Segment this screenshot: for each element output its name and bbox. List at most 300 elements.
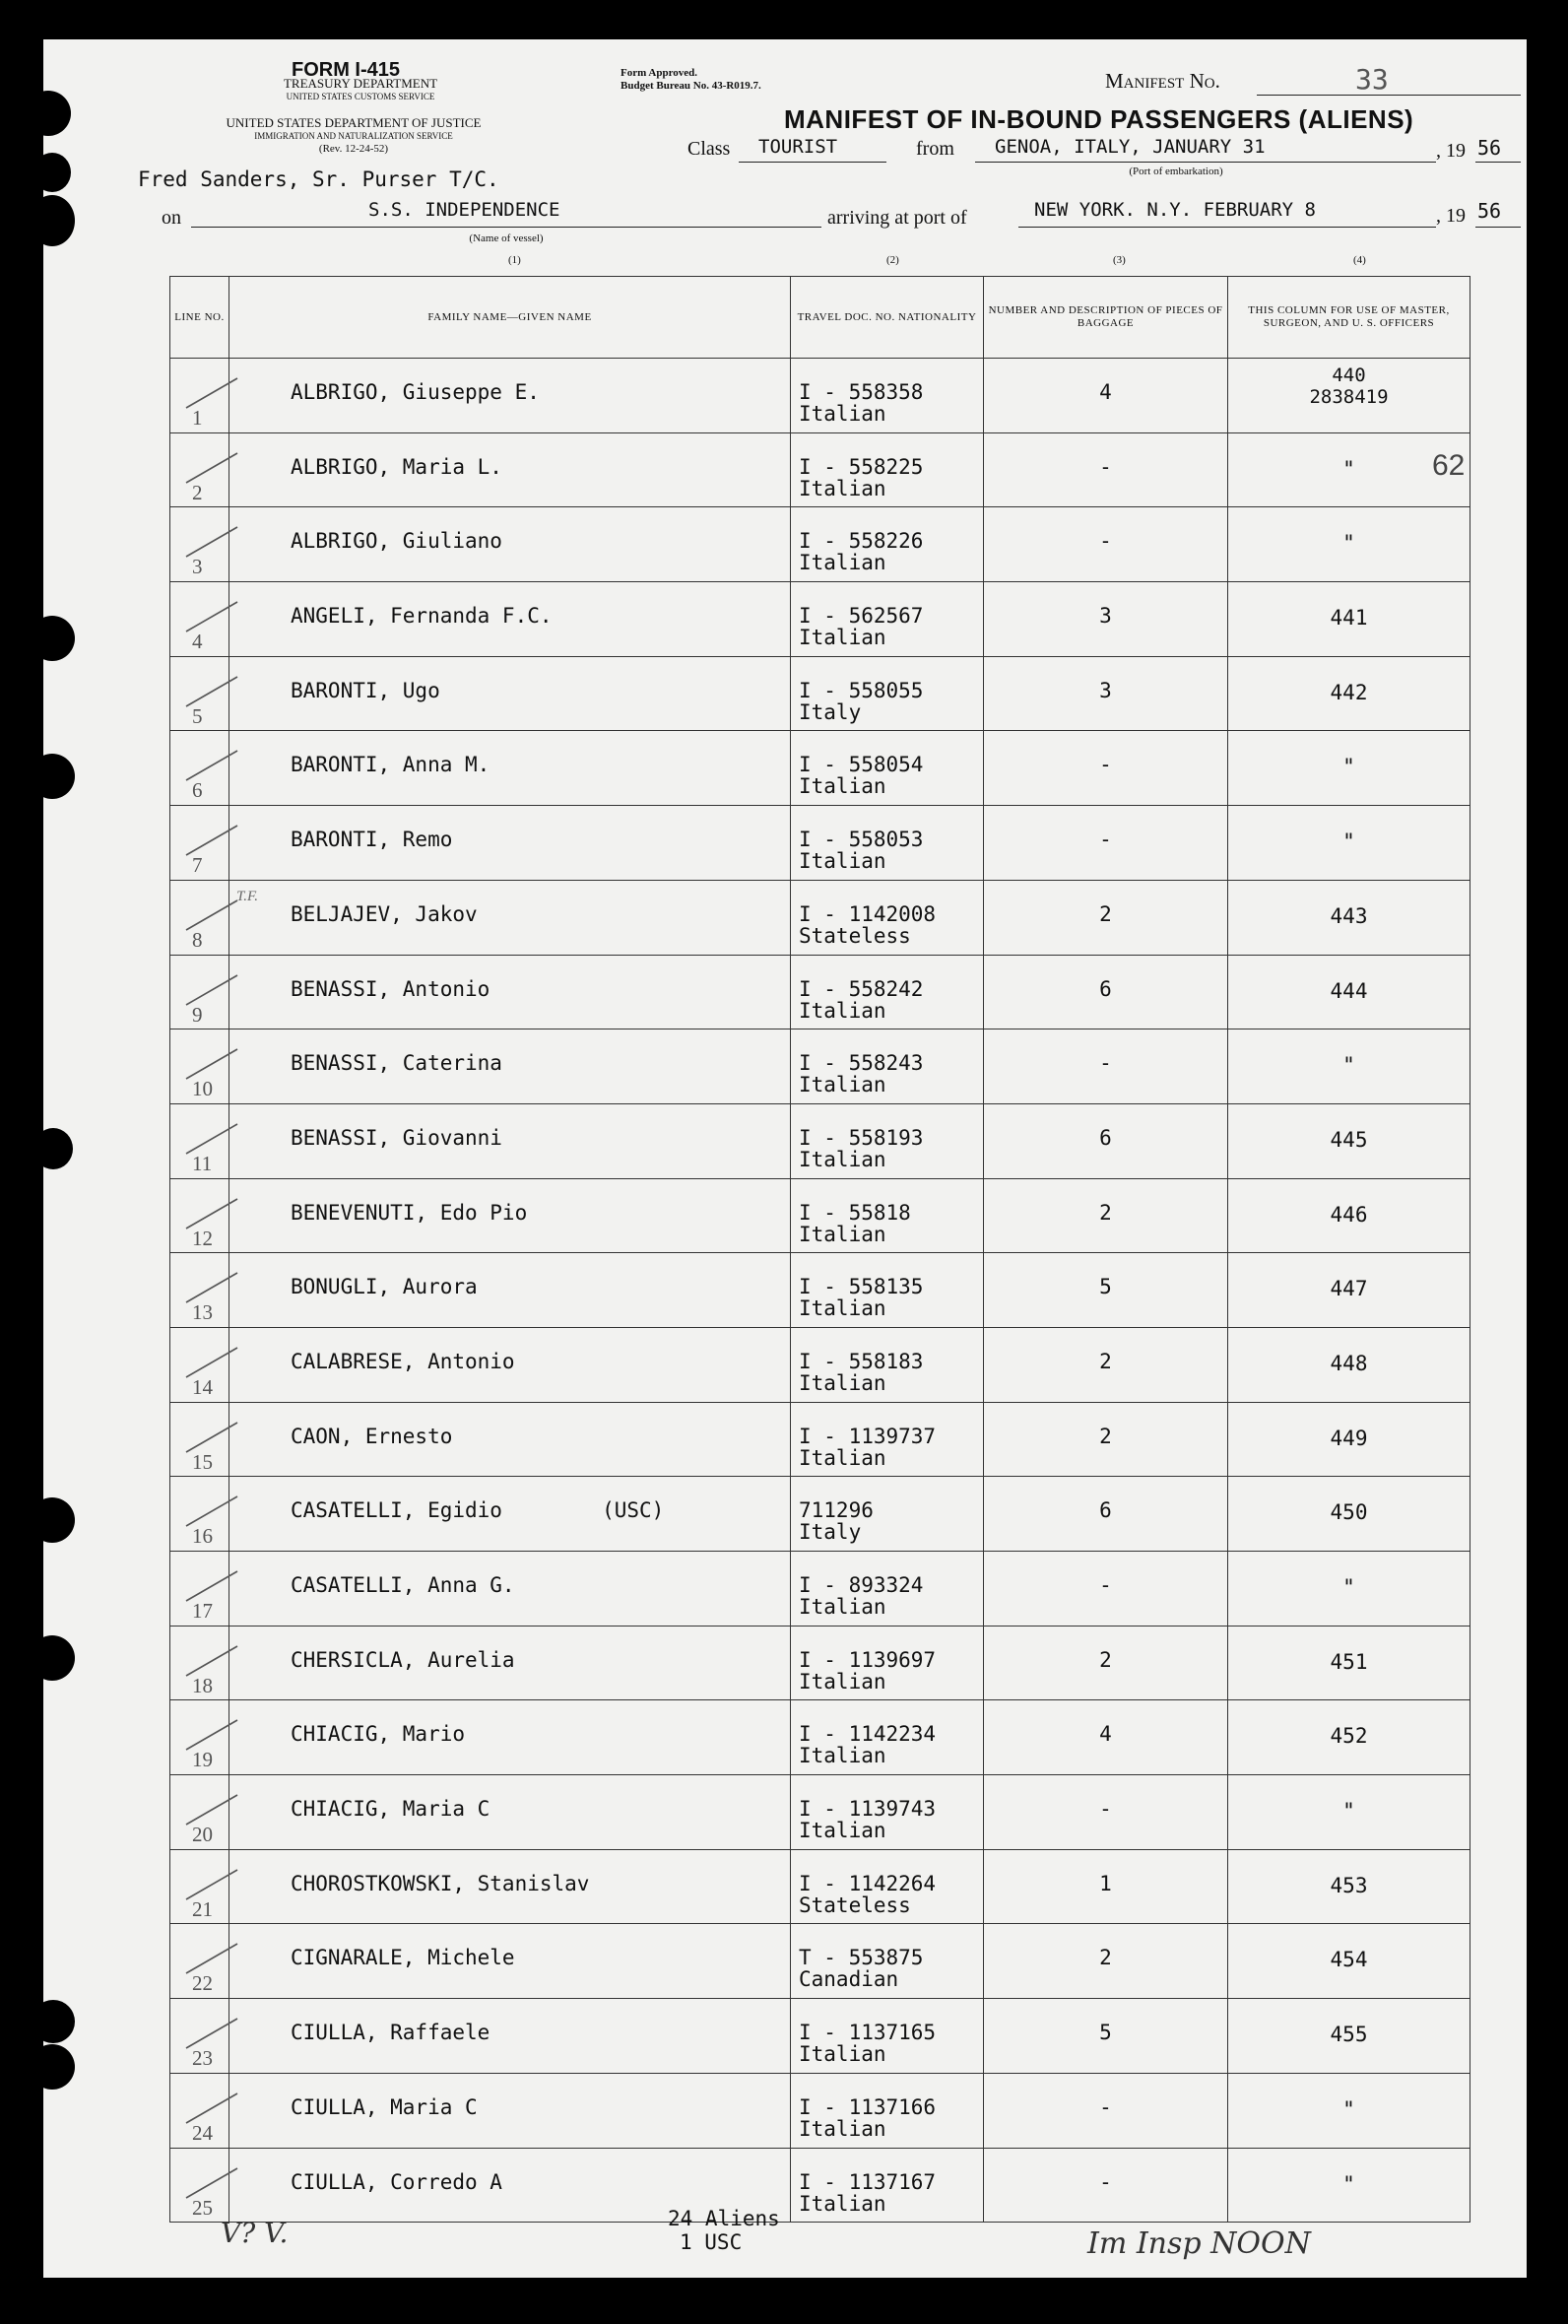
table-row [170, 359, 1470, 433]
nationality: Italian [799, 1744, 886, 1768]
header-baggage: NUMBER AND DESCRIPTION OF PIECES OF BAGGAGE [984, 277, 1228, 359]
manifest-label: Manifest No. [1105, 69, 1220, 93]
passenger-name-cell [229, 656, 791, 731]
line-number: 11 [192, 1151, 213, 1175]
line-number: 16 [192, 1524, 213, 1549]
from-year-field [1475, 138, 1521, 163]
baggage-count: 2 [1099, 1647, 1112, 1672]
line-number-cell [170, 1775, 229, 1850]
travel-doc-cell [791, 1327, 984, 1402]
officer-note: " [1342, 1575, 1355, 1599]
officer-cell [1228, 2148, 1470, 2223]
officer-note: " [1342, 1053, 1355, 1078]
form-approved: Form Approved. [621, 67, 698, 79]
passenger-name: CALABRESE, Antonio [291, 1349, 515, 1373]
baggage-count: 5 [1099, 2021, 1112, 2045]
travel-doc-number: T - 553875 [799, 1946, 924, 1970]
passenger-name: BENASSI, Giovanni [291, 1125, 502, 1150]
line-number: 1 [192, 406, 203, 430]
immigration-service: IMMIGRATION AND NATURALIZATION SERVICE [254, 131, 453, 141]
line-number-cell [170, 1626, 229, 1700]
baggage-count: - [1099, 454, 1112, 479]
officer-cell [1228, 1626, 1470, 1700]
officer-note: 448 [1330, 1351, 1368, 1375]
passenger-name: CHIACIG, Maria C [291, 1797, 490, 1822]
baggage-cell [984, 1626, 1228, 1700]
passenger-name-cell [229, 1775, 791, 1850]
officer-cell [1228, 806, 1470, 881]
passenger-name: CAON, Ernesto [291, 1424, 453, 1448]
line-number: 6 [192, 778, 203, 803]
nationality: Italian [799, 1819, 886, 1843]
baggage-count: 4 [1099, 380, 1112, 404]
nationality: Canadian [799, 1967, 899, 1992]
baggage-cell [984, 1178, 1228, 1253]
aliens-count: 24 Aliens [668, 2207, 780, 2230]
line-number: 2 [192, 480, 203, 504]
travel-doc-cell [791, 880, 984, 955]
line-number: 10 [192, 1077, 213, 1101]
line-number-cell [170, 1178, 229, 1253]
table-row [170, 1327, 1470, 1402]
table-row [170, 1999, 1470, 2074]
baggage-cell [984, 1552, 1228, 1627]
line-number-cell [170, 1402, 229, 1477]
column-number-2: (2) [886, 254, 899, 266]
travel-doc-number: I - 1139697 [799, 1647, 937, 1672]
nationality: Italy [799, 699, 862, 724]
class-value: TOURIST [758, 136, 838, 158]
travel-doc-cell [791, 1626, 984, 1700]
baggage-count: 2 [1099, 1349, 1112, 1373]
table-row [170, 806, 1470, 881]
line-number-cell [170, 1700, 229, 1775]
line-number: 14 [192, 1374, 213, 1399]
table-row [170, 1253, 1470, 1328]
officer-note: " [1342, 1799, 1355, 1824]
table-row [170, 1849, 1470, 1924]
travel-doc-number: I - 1137165 [799, 2021, 937, 2045]
baggage-cell [984, 2073, 1228, 2148]
officer-cell [1228, 1924, 1470, 1999]
line-number-cell [170, 2148, 229, 2223]
line-number: 25 [192, 2195, 213, 2220]
baggage-count: 2 [1099, 1200, 1112, 1225]
margin-note-62: 62 [1432, 449, 1466, 482]
baggage-cell [984, 731, 1228, 806]
nationality: Italian [799, 2116, 886, 2141]
nationality: Italian [799, 774, 886, 799]
baggage-cell [984, 656, 1228, 731]
travel-doc-number: I - 562567 [799, 604, 924, 629]
line-number: 24 [192, 2120, 213, 2145]
baggage-cell [984, 1402, 1228, 1477]
travel-doc-cell [791, 1999, 984, 2074]
left-signature: V? V. [221, 2217, 289, 2249]
nationality: Italian [799, 2191, 886, 2216]
line-number-cell [170, 806, 229, 881]
passenger-name-cell [229, 1626, 791, 1700]
purser-name: Fred Sanders, Sr. Purser T/C. [138, 167, 499, 191]
officer-cell [1228, 731, 1470, 806]
travel-doc-number: I - 558183 [799, 1349, 924, 1373]
travel-doc-cell [791, 507, 984, 582]
line-number: 8 [192, 927, 203, 952]
passenger-name: BENASSI, Caterina [291, 1051, 502, 1076]
travel-doc-cell [791, 1103, 984, 1178]
baggage-cell [984, 955, 1228, 1029]
baggage-count: 6 [1099, 976, 1112, 1001]
tf-note: T.F. [236, 889, 258, 904]
vessel-name: S.S. INDEPENDENCE [368, 199, 560, 221]
table-row [170, 1700, 1470, 1775]
officer-cell [1228, 1552, 1470, 1627]
column-number-4: (4) [1353, 254, 1366, 266]
from-year-prefix: , 19 [1436, 140, 1466, 162]
baggage-count: 3 [1099, 604, 1112, 629]
travel-doc-number: I - 558135 [799, 1275, 924, 1299]
passenger-name: CIULLA, Maria C [291, 2094, 478, 2119]
usc-count: 1 USC [680, 2230, 743, 2254]
arriving-year-field [1475, 201, 1521, 228]
travel-doc-number: 711296 [799, 1498, 874, 1523]
class-field [739, 138, 886, 163]
baggage-cell [984, 1253, 1228, 1328]
baggage-count: 2 [1099, 1424, 1112, 1448]
passenger-table [169, 276, 1470, 2223]
officer-cell [1228, 1178, 1470, 1253]
baggage-cell [984, 1327, 1228, 1402]
travel-doc-cell [791, 1775, 984, 1850]
officer-cell [1228, 1700, 1470, 1775]
table-row [170, 2148, 1470, 2223]
travel-doc-number: I - 558243 [799, 1051, 924, 1076]
officer-cell [1228, 359, 1470, 433]
officer-note: 453 [1330, 1873, 1368, 1897]
baggage-cell [984, 507, 1228, 582]
nationality: Italy [799, 1520, 862, 1545]
table-row [170, 582, 1470, 657]
travel-doc-number: I - 558054 [799, 753, 924, 777]
travel-doc-cell [791, 582, 984, 657]
passenger-name-cell [229, 955, 791, 1029]
baggage-cell [984, 1477, 1228, 1552]
line-number: 21 [192, 1896, 213, 1921]
baggage-cell [984, 359, 1228, 433]
arriving-year-prefix: , 19 [1436, 205, 1466, 227]
baggage-cell [984, 1029, 1228, 1104]
punch-hole [43, 1497, 75, 1543]
table-row [170, 1402, 1470, 1477]
officer-note: 440 2838419 [1309, 365, 1389, 408]
passenger-name-cell [229, 1700, 791, 1775]
officer-cell [1228, 1849, 1470, 1924]
table-row [170, 1626, 1470, 1700]
line-number-cell [170, 731, 229, 806]
baggage-count: - [1099, 1797, 1112, 1822]
officer-cell [1228, 955, 1470, 1029]
officer-cell [1228, 880, 1470, 955]
line-number-cell [170, 432, 229, 507]
line-number: 4 [192, 630, 203, 654]
arriving-year: 56 [1477, 199, 1502, 223]
baggage-count: 3 [1099, 678, 1112, 702]
form-number: FORM I-415 [292, 59, 401, 81]
baggage-count: - [1099, 828, 1112, 852]
line-number-cell [170, 1552, 229, 1627]
vessel-caption: (Name of vessel) [469, 232, 544, 244]
nationality: Italian [799, 1370, 886, 1395]
officer-note: 449 [1330, 1426, 1368, 1450]
passenger-name: BENEVENUTI, Edo Pio [291, 1200, 528, 1225]
punch-hole [43, 91, 71, 136]
line-number-cell [170, 1924, 229, 1999]
from-value: GENOA, ITALY, JANUARY 31 [995, 136, 1266, 158]
line-number-cell [170, 955, 229, 1029]
punch-hole [43, 1128, 73, 1169]
travel-doc-cell [791, 1029, 984, 1104]
travel-doc-cell [791, 1552, 984, 1627]
baggage-count: - [1099, 2169, 1112, 2194]
table-row [170, 880, 1470, 955]
baggage-count: 2 [1099, 1946, 1112, 1970]
baggage-cell [984, 1849, 1228, 1924]
vessel-field [191, 201, 821, 228]
baggage-cell [984, 806, 1228, 881]
travel-doc-number: I - 558193 [799, 1125, 924, 1150]
passenger-name-cell [229, 1327, 791, 1402]
officer-cell [1228, 1253, 1470, 1328]
baggage-count: - [1099, 753, 1112, 777]
travel-doc-number: I - 1139737 [799, 1424, 937, 1448]
table-row [170, 656, 1470, 731]
passenger-name: CIULLA, Corredo A [291, 2169, 502, 2194]
passenger-name: CIGNARALE, Michele [291, 1946, 515, 1970]
travel-doc-cell [791, 1402, 984, 1477]
officer-note: 444 [1330, 978, 1368, 1003]
officer-note: 445 [1330, 1127, 1368, 1152]
baggage-cell [984, 1999, 1228, 2074]
nationality: Italian [799, 551, 886, 575]
line-number: 20 [192, 1823, 213, 1847]
passenger-name: BENASSI, Antonio [291, 976, 490, 1001]
line-number-cell [170, 1253, 229, 1328]
table-row [170, 1775, 1470, 1850]
nationality: Italian [799, 1595, 886, 1619]
baggage-cell [984, 1700, 1228, 1775]
travel-doc-cell [791, 955, 984, 1029]
baggage-cell [984, 432, 1228, 507]
header-line-no: LINE NO. [170, 277, 229, 359]
punch-hole [43, 153, 71, 192]
passenger-name-cell [229, 1924, 791, 1999]
passenger-name: ALBRIGO, Giuseppe E. [291, 380, 540, 404]
travel-doc-cell [791, 1178, 984, 1253]
line-number-cell [170, 2073, 229, 2148]
nationality: Italian [799, 1445, 886, 1470]
nationality: Italian [799, 626, 886, 650]
travel-doc-cell [791, 1253, 984, 1328]
passenger-name: CASATELLI, Egidio (USC) [291, 1498, 665, 1523]
passenger-name-cell [229, 432, 791, 507]
table-row [170, 1178, 1470, 1253]
passenger-name-cell [229, 1477, 791, 1552]
nationality: Italian [799, 1222, 886, 1246]
on-label: on [162, 207, 181, 229]
table-row [170, 2073, 1470, 2148]
passenger-name-cell [229, 1402, 791, 1477]
line-number-cell [170, 656, 229, 731]
line-number-cell [170, 1103, 229, 1178]
baggage-count: 6 [1099, 1125, 1112, 1150]
punch-hole [43, 754, 75, 799]
officer-note: 452 [1330, 1724, 1368, 1749]
punch-hole [43, 616, 75, 661]
passenger-name: BONUGLI, Aurora [291, 1275, 478, 1299]
line-number-cell [170, 582, 229, 657]
arriving-value: NEW YORK. N.Y. FEBRUARY 8 [1034, 199, 1316, 221]
nationality: Stateless [799, 923, 911, 948]
officer-note: 441 [1330, 606, 1368, 631]
passenger-name: ANGELI, Fernanda F.C. [291, 604, 553, 629]
line-number: 22 [192, 1971, 213, 1996]
nationality: Stateless [799, 1892, 911, 1917]
nationality: Italian [799, 1296, 886, 1321]
nationality: Italian [799, 1669, 886, 1693]
travel-doc-cell [791, 806, 984, 881]
nationality: Italian [799, 2042, 886, 2067]
baggage-count: - [1099, 1051, 1112, 1076]
from-field [975, 138, 1436, 163]
travel-doc-cell [791, 2148, 984, 2223]
baggage-count: 1 [1099, 1871, 1112, 1895]
baggage-count: - [1099, 2094, 1112, 2119]
table-row [170, 1924, 1470, 1999]
officer-note: " [1342, 531, 1355, 556]
baggage-cell [984, 1103, 1228, 1178]
nationality: Italian [799, 1147, 886, 1171]
arriving-field [1018, 201, 1436, 228]
line-number-cell [170, 1999, 229, 2074]
passenger-name-cell [229, 1849, 791, 1924]
passenger-name-cell [229, 1253, 791, 1328]
baggage-count: - [1099, 1573, 1112, 1597]
passenger-name: ALBRIGO, Maria L. [291, 454, 502, 479]
from-year: 56 [1477, 136, 1502, 160]
line-number: 15 [192, 1449, 213, 1474]
passenger-name-cell [229, 731, 791, 806]
officer-note: " [1342, 2096, 1355, 2121]
line-number-cell [170, 1029, 229, 1104]
officer-cell [1228, 1477, 1470, 1552]
officer-note: " [1342, 830, 1355, 854]
table-row [170, 1029, 1470, 1104]
line-number: 23 [192, 2046, 213, 2071]
line-number: 17 [192, 1599, 213, 1623]
baggage-cell [984, 2148, 1228, 2223]
passenger-name: BARONTI, Anna M. [291, 753, 490, 777]
line-number-cell [170, 507, 229, 582]
line-number: 19 [192, 1748, 213, 1772]
passenger-name-cell [229, 359, 791, 433]
line-number: 5 [192, 703, 203, 728]
line-number-cell [170, 1327, 229, 1402]
nationality: Italian [799, 402, 886, 426]
officer-cell [1228, 1999, 1470, 2074]
table-row [170, 1552, 1470, 1627]
from-label: from [916, 138, 954, 160]
baggage-cell [984, 1924, 1228, 1999]
travel-doc-cell [791, 731, 984, 806]
officer-note: " [1342, 2171, 1355, 2196]
officer-cell [1228, 1103, 1470, 1178]
officer-note: 446 [1330, 1202, 1368, 1227]
nationality: Italian [799, 998, 886, 1023]
passenger-name-cell [229, 582, 791, 657]
passenger-name-cell [229, 1029, 791, 1104]
punch-hole [43, 2000, 75, 2043]
officer-cell [1228, 1775, 1470, 1850]
line-number-cell [170, 359, 229, 433]
table-row [170, 731, 1470, 806]
passenger-name: BARONTI, Remo [291, 828, 453, 852]
manifest-title: MANIFEST OF IN-BOUND PASSENGERS (ALIENS) [784, 104, 1414, 134]
officer-cell [1228, 507, 1470, 582]
customs-service: UNITED STATES CUSTOMS SERVICE [286, 92, 435, 101]
officer-note: 443 [1330, 903, 1368, 928]
officer-cell [1228, 582, 1470, 657]
travel-doc-number: I - 1142008 [799, 901, 937, 926]
punch-hole [43, 2044, 75, 2090]
line-number: 3 [192, 555, 203, 579]
passenger-name: CHIACIG, Mario [291, 1722, 466, 1747]
line-number: 18 [192, 1673, 213, 1697]
passenger-name-cell [229, 880, 791, 955]
officer-note: 447 [1330, 1277, 1368, 1301]
line-number: 12 [192, 1226, 213, 1250]
travel-doc-number: I - 893324 [799, 1573, 924, 1597]
nationality: Italian [799, 1073, 886, 1097]
passenger-name-cell [229, 806, 791, 881]
column-number-3: (3) [1113, 254, 1126, 266]
manifest-number-field [1257, 63, 1521, 96]
travel-doc-cell [791, 359, 984, 433]
line-number: 9 [192, 1002, 203, 1027]
baggage-count: 6 [1099, 1498, 1112, 1523]
baggage-count: 5 [1099, 1275, 1112, 1299]
table-header-row [170, 277, 1470, 359]
treasury-dept: TREASURY DEPARTMENT [283, 76, 438, 91]
table-row [170, 955, 1470, 1029]
punch-hole [43, 1635, 75, 1681]
header-name: FAMILY NAME—GIVEN NAME [229, 277, 791, 359]
passenger-name: BELJAJEV, Jakov [291, 901, 478, 926]
passenger-name: CHERSICLA, Aurelia [291, 1647, 515, 1672]
officer-note: " [1342, 755, 1355, 779]
travel-doc-number: I - 1139743 [799, 1797, 937, 1822]
travel-doc-number: I - 1142264 [799, 1871, 937, 1895]
travel-doc-cell [791, 2073, 984, 2148]
port-caption: (Port of embarkation) [1129, 166, 1223, 177]
header-travel-doc: TRAVEL DOC. NO. NATIONALITY [791, 277, 984, 359]
travel-doc-cell [791, 1924, 984, 1999]
officer-note: " [1342, 456, 1355, 481]
officer-note: 450 [1330, 1500, 1368, 1525]
class-label: Class [687, 138, 731, 160]
passenger-name-cell [229, 507, 791, 582]
baggage-count: - [1099, 529, 1112, 554]
line-number-cell [170, 1849, 229, 1924]
